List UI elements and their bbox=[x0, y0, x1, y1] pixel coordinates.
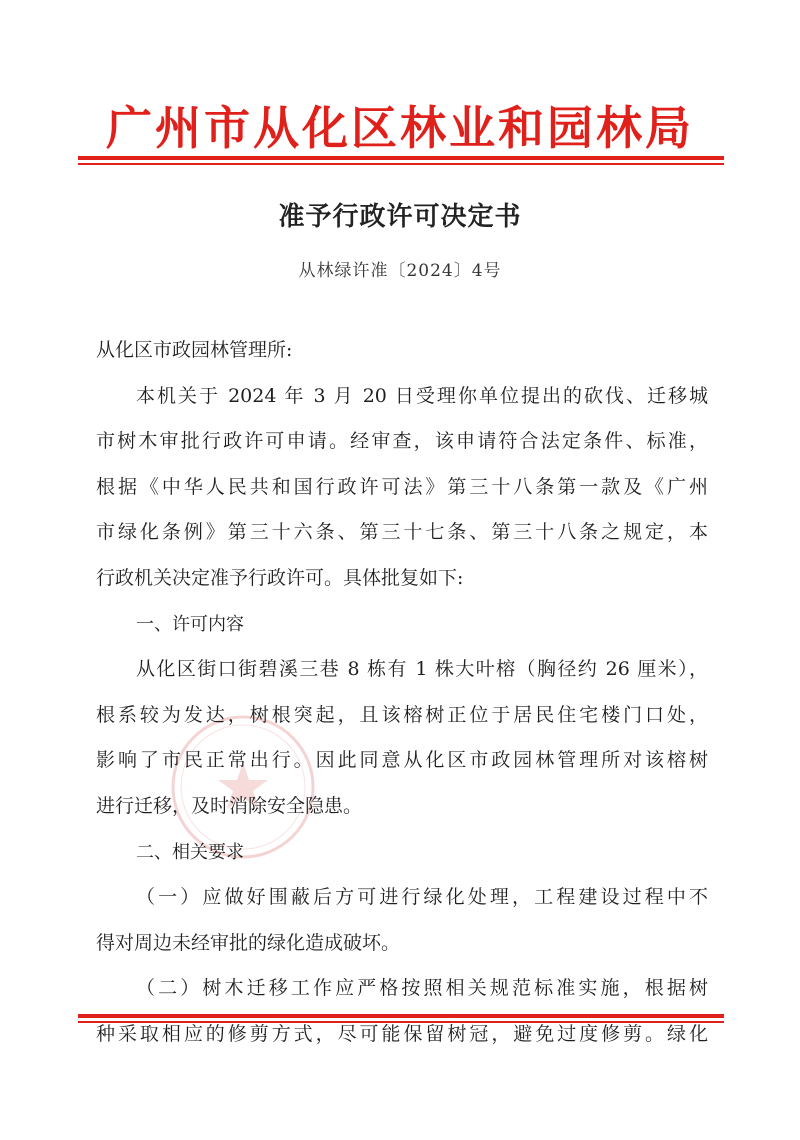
paragraph-line: 市树木审批行政许可申请。经审查，该申请符合法定条件、标准， bbox=[96, 430, 708, 453]
paragraph-line: 得对周边未经审批的绿化造成破坏。 bbox=[96, 931, 401, 954]
paragraph-line: 种采取相应的修剪方式，尽可能保留树冠，避免过度修剪。绿化 bbox=[96, 1022, 708, 1045]
document-body bbox=[96, 328, 708, 1058]
paragraph-line: 市绿化条例》第三十六条、第三十七条、第三十八条之规定，本 bbox=[96, 521, 708, 544]
footer-red-rule-thick bbox=[78, 1014, 724, 1018]
paragraph-line: 根据《中华人民共和国行政许可法》第三十八条第一款及《广州 bbox=[96, 475, 708, 498]
paragraph-line: 行政机关决定准予行政许可。具体批复如下: bbox=[96, 566, 464, 589]
section-heading-permit-content: 一、许可内容 bbox=[136, 613, 244, 635]
footer-red-rule-thin bbox=[78, 1021, 724, 1023]
header-red-rule-thick bbox=[78, 156, 724, 160]
document-number: 从林绿许准〔2024〕4号 bbox=[298, 261, 502, 281]
addressee: 从化区市政园林管理所: bbox=[96, 339, 293, 361]
paragraph-line: 影响了市民正常出行。因此同意从化区市政园林管理所对该榕树 bbox=[96, 749, 708, 772]
paragraph-line: （二）树木迁移工作应严格按照相关规范标准实施，根据树 bbox=[136, 977, 708, 1000]
header-red-rule-thin bbox=[78, 163, 724, 165]
paragraph-line: （一）应做好围蔽后方可进行绿化处理，工程建设过程中不 bbox=[136, 886, 708, 909]
paragraph-line: 从化区街口街碧溪三巷 8 栋有 1 株大叶榕（胸径约 26 厘米）， bbox=[136, 658, 708, 681]
paragraph-line: 进行迁移，及时消除安全隐患。 bbox=[96, 794, 363, 817]
paragraph-line: 本机关于 2024 年 3 月 20 日受理你单位提出的砍伐、迁移城 bbox=[136, 384, 708, 407]
section-heading-requirements: 二、相关要求 bbox=[136, 841, 244, 863]
paragraph-line: 根系较为发达，树根突起，且该榕树正位于居民住宅楼门口处， bbox=[96, 703, 708, 726]
agency-header: 广州市从化区林业和园林局 bbox=[106, 101, 694, 155]
document-title: 准予行政许可决定书 bbox=[278, 202, 522, 232]
